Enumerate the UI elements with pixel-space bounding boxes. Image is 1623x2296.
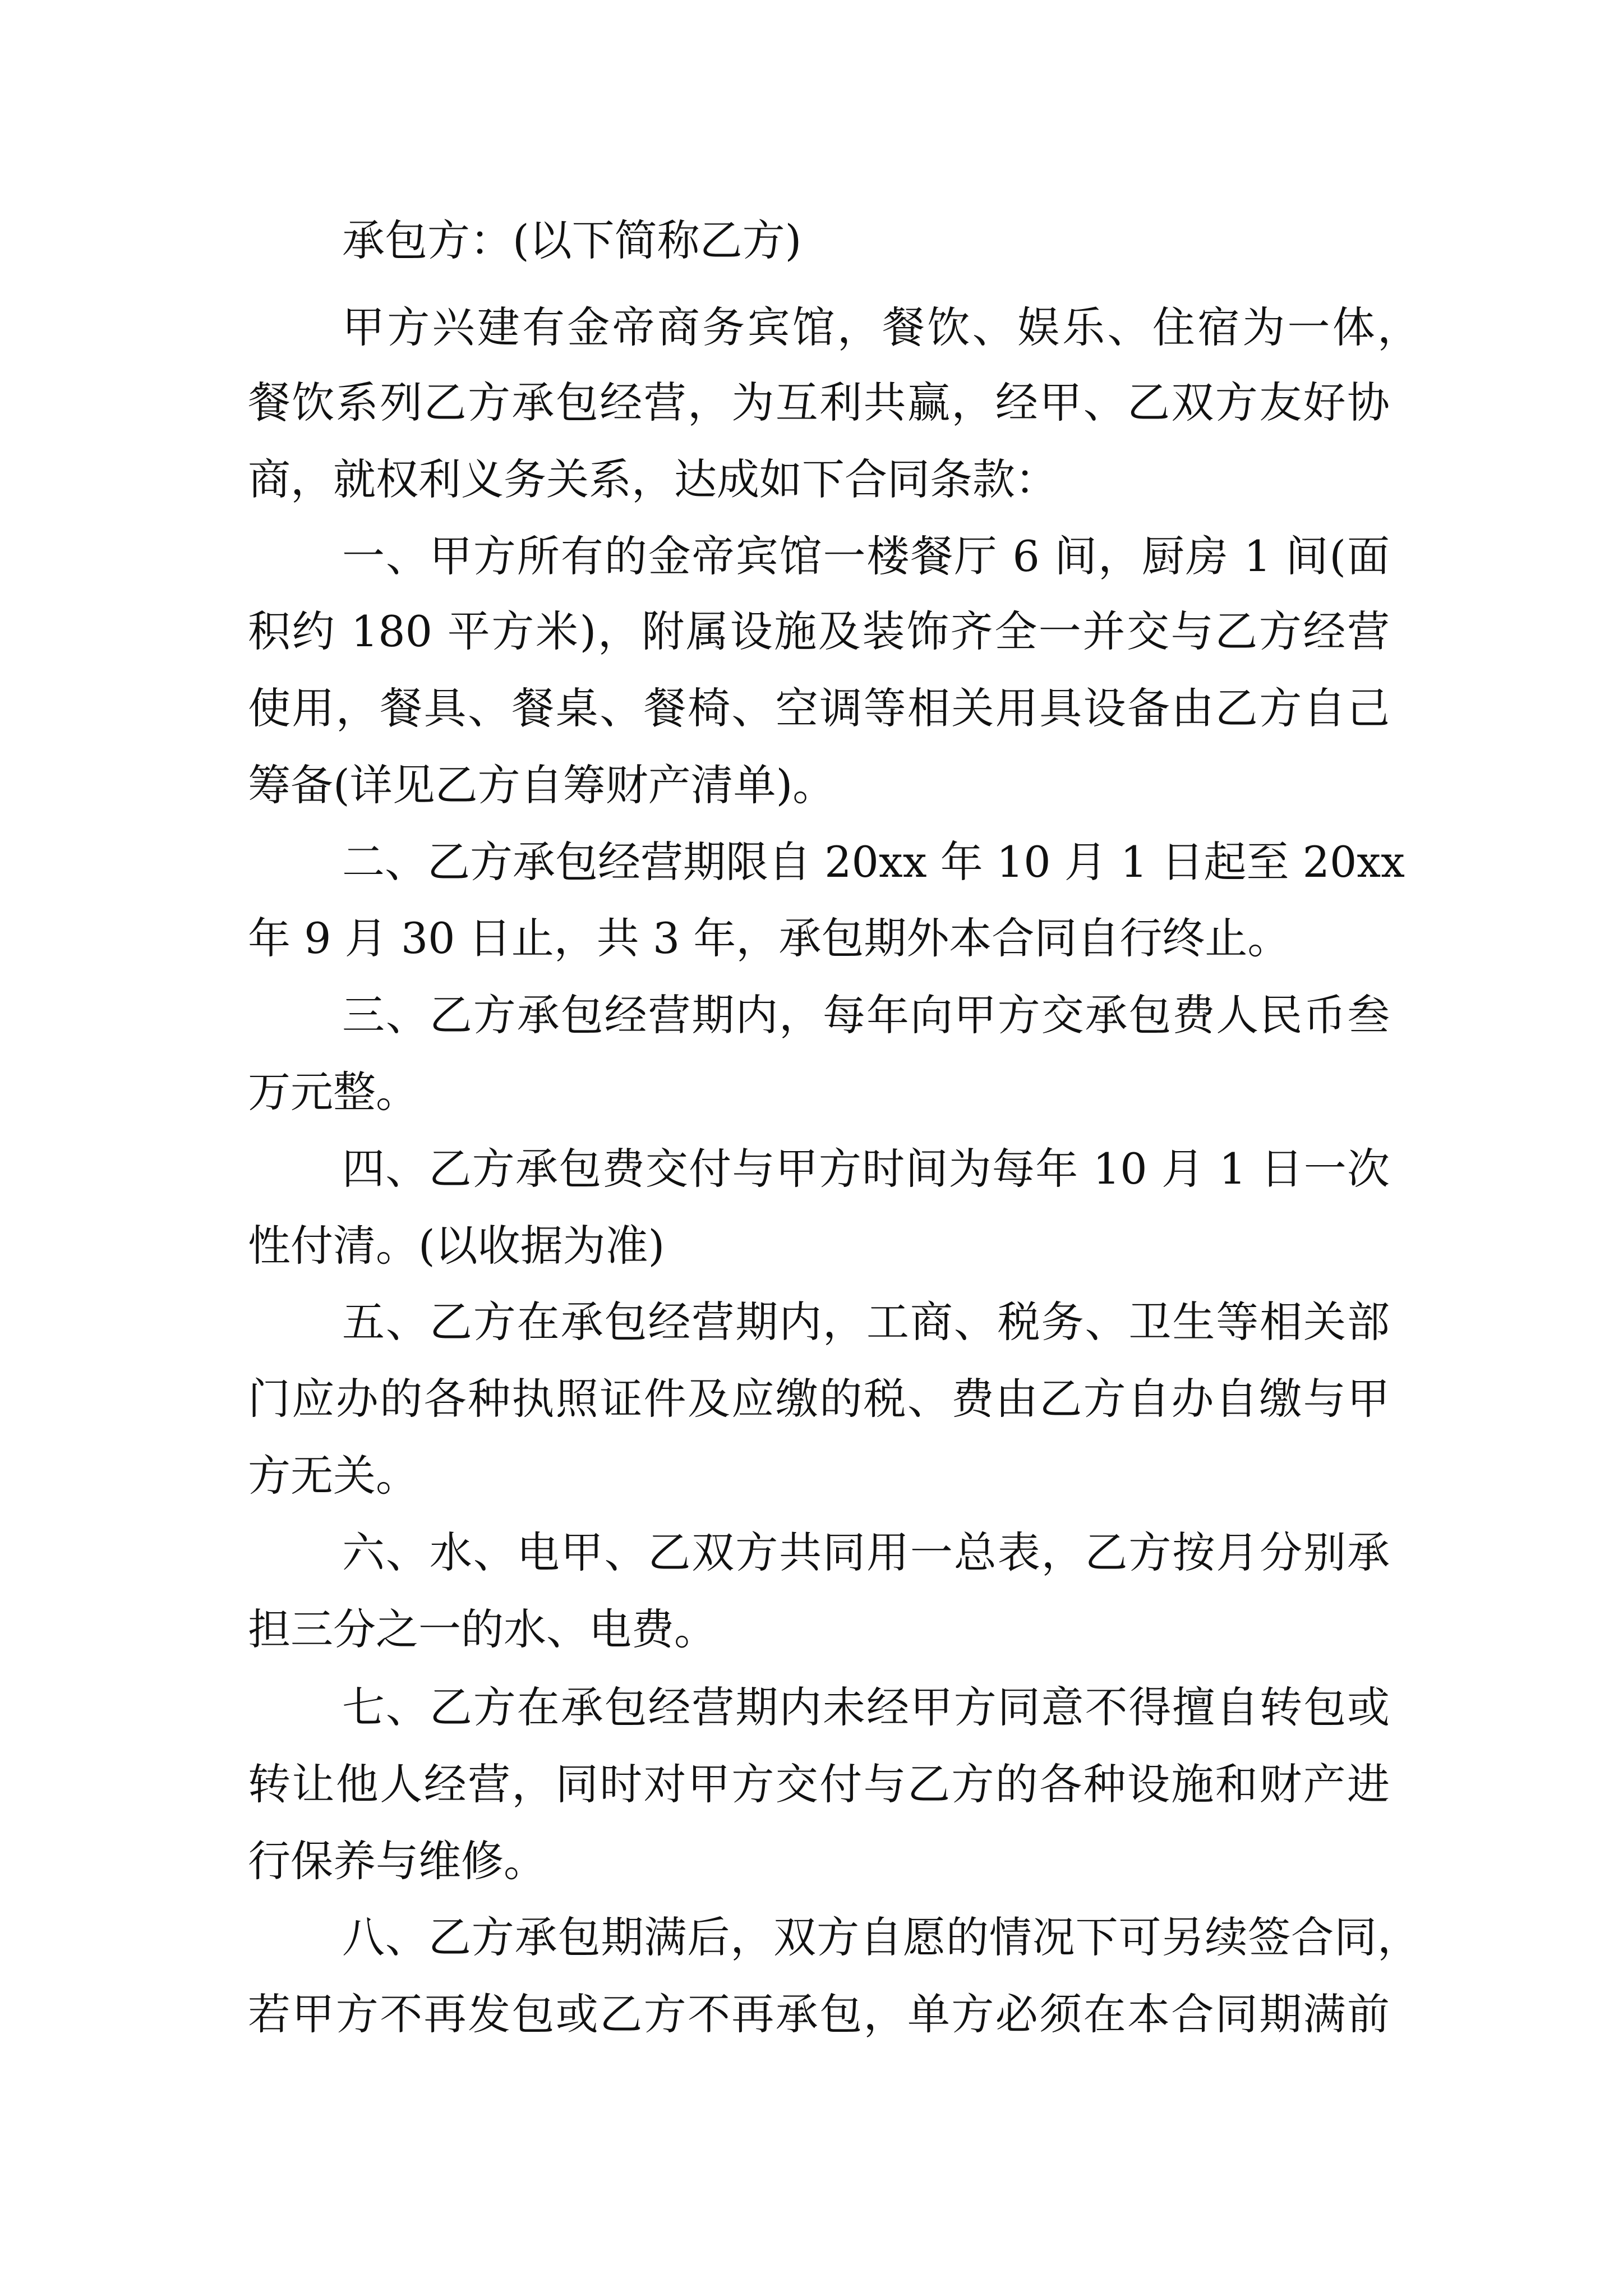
text-line: 七、乙方在承包经营期内未经甲方同意不得擅自转包或 <box>342 1682 1390 1732</box>
text-line: 万元整。 <box>248 1067 418 1117</box>
text-line: 使用，餐具、餐桌、餐椅、空调等相关用具设备由乙方自己 <box>248 683 1390 733</box>
text-line: 一、甲方所有的金帝宾馆一楼餐厅 6 间，厨房 1 间(面 <box>342 531 1390 581</box>
text-line: 四、乙方承包费交付与甲方时间为每年 10 月 1 日一次 <box>342 1144 1390 1194</box>
text-line: 若甲方不再发包或乙方不再承包，单方必须在本合同期满前 <box>248 1989 1390 2039</box>
text-line: 转让他人经营，同时对甲方交付与乙方的各种设施和财产进 <box>248 1759 1390 1809</box>
text-line: 性付清。(以收据为准) <box>248 1221 665 1271</box>
text-line: 三、乙方承包经营期内，每年向甲方交承包费人民币叁 <box>342 990 1390 1040</box>
text-line: 方无关。 <box>248 1451 418 1501</box>
text-line: 年 9 月 30 日止，共 3 年，承包期外本合同自行终止。 <box>248 913 1290 963</box>
text-line: 筹备(详见乙方自筹财产清单)。 <box>248 760 836 810</box>
text-line: 承包方：(以下简称乙方) <box>342 215 802 265</box>
text-line: 五、乙方在承包经营期内，工商、税务、卫生等相关部 <box>342 1297 1390 1347</box>
text-line: 商，就权利义务关系，达成如下合同条款： <box>248 454 1058 504</box>
text-line: 行保养与维修。 <box>248 1836 546 1886</box>
text-line: 六、水、电甲、乙双方共同用一总表，乙方按月分别承 <box>342 1527 1390 1577</box>
text-line: 八、乙方承包期满后，双方自愿的情况下可另续签合同， <box>342 1912 1420 1962</box>
text-line: 担三分之一的水、电费。 <box>248 1604 717 1654</box>
text-line: 门应办的各种执照证件及应缴的税、费由乙方自办自缴与甲 <box>248 1374 1390 1424</box>
text-line: 餐饮系列乙方承包经营，为互利共赢，经甲、乙双方友好协 <box>248 378 1390 427</box>
text-line: 积约 180 平方米)，附属设施及装饰齐全一并交与乙方经营 <box>248 606 1390 656</box>
text-line: 甲方兴建有金帝商务宾馆，餐饮、娱乐、住宿为一体， <box>342 302 1420 352</box>
text-line: 二、乙方承包经营期限自 20xx 年 10 月 1 日起至 20xx <box>342 837 1405 887</box>
